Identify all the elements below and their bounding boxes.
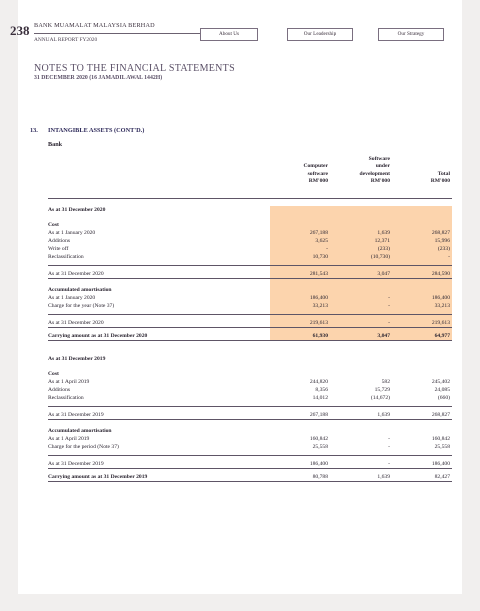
nav-our-leadership-button[interactable]: Our Leadership	[287, 28, 353, 41]
table-row: Charge for the period (Note 37) 25,558 - 25,558	[48, 443, 450, 450]
table-row: Reclassification 14,012 (14,672) (660)	[48, 394, 450, 401]
table-row: Reclassification 10,730 (10,730) -	[48, 253, 450, 260]
notes-title: NOTES TO THE FINANCIAL STATEMENTS	[34, 63, 235, 74]
carrying-amount-row: Carrying amount as at 31 December 2020 61,930 3,047 64,977	[48, 332, 450, 339]
subheading-row: Cost	[48, 370, 59, 377]
nav-about-us-button[interactable]: About Us	[200, 28, 258, 41]
subtotal-row: As at 31 December 2019 186,400 - 186,400	[48, 460, 450, 467]
report-page	[10, 0, 462, 594]
page-number: 238	[10, 23, 30, 38]
table-row: As at 1 January 2020 267,188 1,639 268,827	[48, 229, 450, 236]
nav-our-strategy-button[interactable]: Our Strategy	[378, 28, 444, 41]
table-row: As at 1 January 2020 186,400 - 186,400	[48, 294, 450, 301]
carrying-amount-row: Carrying amount as at 31 December 2019 80,788 1,639 82,427	[48, 473, 450, 480]
subtotal-row: As at 31 December 2020 219,613 - 219,613	[48, 319, 450, 326]
column-header-row	[48, 156, 452, 190]
subheading-row: Accumulated amortisation	[48, 427, 112, 434]
notes-subtitle: 31 DECEMBER 2020 (16 JAMADIL AWAL 1442H)	[34, 75, 163, 81]
page-header	[10, 0, 462, 60]
header-divider	[34, 33, 224, 34]
table-row: Charge for the year (Note 37) 33,213 - 33,213	[48, 302, 450, 309]
section-title: INTANGIBLE ASSETS (CONT'D.)	[48, 127, 145, 134]
subtotal-row: As at 31 December 2019 267,188 1,639 268,827	[48, 411, 450, 418]
column-header-software-under-development: Software under development RM'000	[359, 156, 390, 185]
subheading-row: Cost	[48, 221, 452, 229]
intangible-assets-table	[48, 156, 452, 482]
column-header-total: Total RM'000	[430, 170, 450, 185]
table-row: Additions 3,625 12,371 15,996	[48, 237, 450, 244]
table-row: Write off - (233) (233)	[48, 245, 450, 252]
section-number: 13.	[30, 127, 38, 134]
table-row: As at 1 April 2019 160,842 - 160,842	[48, 435, 450, 442]
bank-name: BANK MUAMALAT MALAYSIA BERHAD	[34, 22, 155, 29]
table-row: As at 1 April 2019 244,820 582 245,402	[48, 378, 450, 385]
subtotal-row: As at 31 December 2020 281,543 3,047 284,590	[48, 270, 450, 277]
subsection-bank: Bank	[48, 141, 63, 148]
table-row: Additions 8,356 15,729 24,085	[48, 386, 450, 393]
report-name: ANNUAL REPORT FY2020	[34, 37, 98, 43]
column-header-computer-software: Computer software RM'000	[303, 163, 328, 185]
section-heading	[30, 127, 144, 134]
period-heading-row: As at 31 December 2020	[48, 206, 452, 214]
period-heading-row: As at 31 December 2019	[48, 355, 106, 362]
subheading-row: Accumulated amortisation	[48, 286, 452, 294]
